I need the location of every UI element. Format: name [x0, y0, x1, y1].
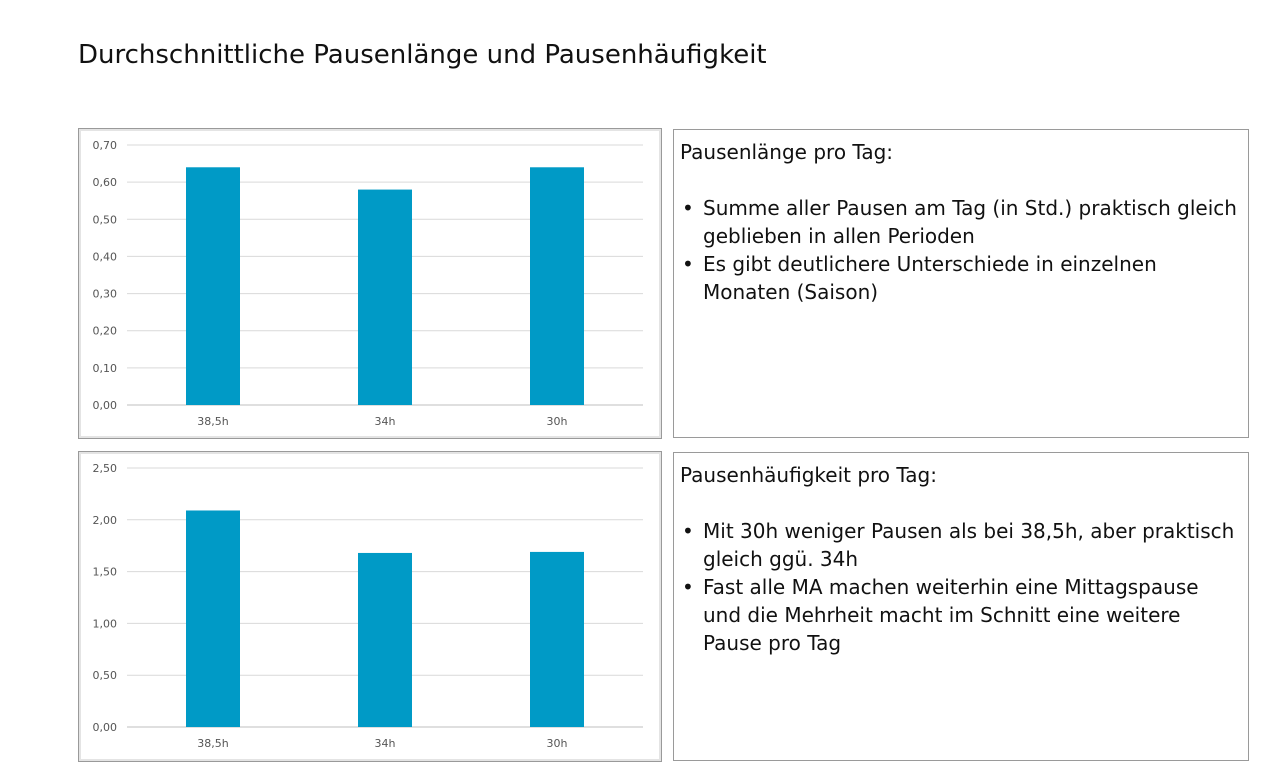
y-tick-label: 1,00	[92, 617, 117, 631]
y-tick-label: 0,00	[92, 721, 117, 734]
pause-frequency-text-box	[673, 452, 1249, 761]
y-tick-label: 0,40	[92, 250, 117, 264]
bullet-item	[680, 573, 1238, 657]
pause-frequency-heading: Pausenhäufigkeit pro Tag:	[680, 463, 937, 487]
y-tick-label: 0,50	[92, 213, 117, 227]
y-tick-label: 2,00	[92, 513, 117, 527]
bullet-text: Mit 30h weniger Pausen als bei 38,5h, aber praktisch gleich ggü. 34h	[703, 519, 1235, 571]
x-category-label: 30h	[546, 415, 568, 428]
bullet-text: Es gibt deutlichere Unterschiede in einzelnen Monaten (Saison)	[703, 252, 1157, 304]
x-category-label: 38,5h	[197, 737, 229, 750]
bar	[186, 510, 240, 727]
pause-frequency-chart-panel	[78, 451, 662, 762]
x-category-label: 38,5h	[197, 415, 229, 428]
y-tick-label: 0,70	[92, 139, 117, 152]
bullet-dot: •	[682, 519, 694, 543]
bar	[530, 167, 584, 405]
x-category-label: 34h	[374, 737, 396, 750]
bullet-dot: •	[682, 196, 694, 220]
pause-frequency-bar-chart	[79, 452, 663, 763]
bullet-item	[680, 194, 1238, 250]
bullet-item	[680, 250, 1238, 306]
y-tick-label: 0,10	[92, 361, 117, 375]
y-tick-label: 1,50	[92, 565, 117, 579]
bullet-dot: •	[682, 252, 694, 276]
pause-length-bar-chart	[79, 129, 663, 440]
bullet-item	[680, 517, 1238, 573]
bullet-text: Fast alle MA machen weiterhin eine Mittagspause und die Mehrheit macht im Schnitt eine weitere Pause pro Tag	[703, 575, 1199, 655]
pause-length-bullet-list	[680, 194, 1238, 306]
y-tick-label: 0,60	[92, 176, 117, 190]
bar	[186, 167, 240, 405]
bar	[358, 553, 412, 727]
pause-length-chart-panel	[78, 128, 662, 439]
y-tick-label: 2,50	[92, 462, 117, 475]
pause-length-heading: Pausenlänge pro Tag:	[680, 140, 894, 164]
page-title: Durchschnittliche Pausenlänge und Pausenhäufigkeit	[78, 40, 767, 70]
bullet-text: Summe aller Pausen am Tag (in Std.) praktisch gleich geblieben in allen Perioden	[703, 196, 1237, 248]
pause-length-text-box	[673, 129, 1249, 438]
pause-frequency-bullet-list	[680, 517, 1238, 657]
x-category-label: 30h	[546, 737, 568, 750]
bar	[358, 190, 412, 405]
y-tick-label: 0,00	[92, 399, 117, 412]
x-category-label: 34h	[374, 415, 396, 428]
bullet-dot: •	[682, 575, 694, 599]
y-tick-label: 0,20	[92, 324, 117, 338]
y-tick-label: 0,30	[92, 287, 117, 301]
y-tick-label: 0,50	[92, 669, 117, 683]
bar	[530, 552, 584, 727]
